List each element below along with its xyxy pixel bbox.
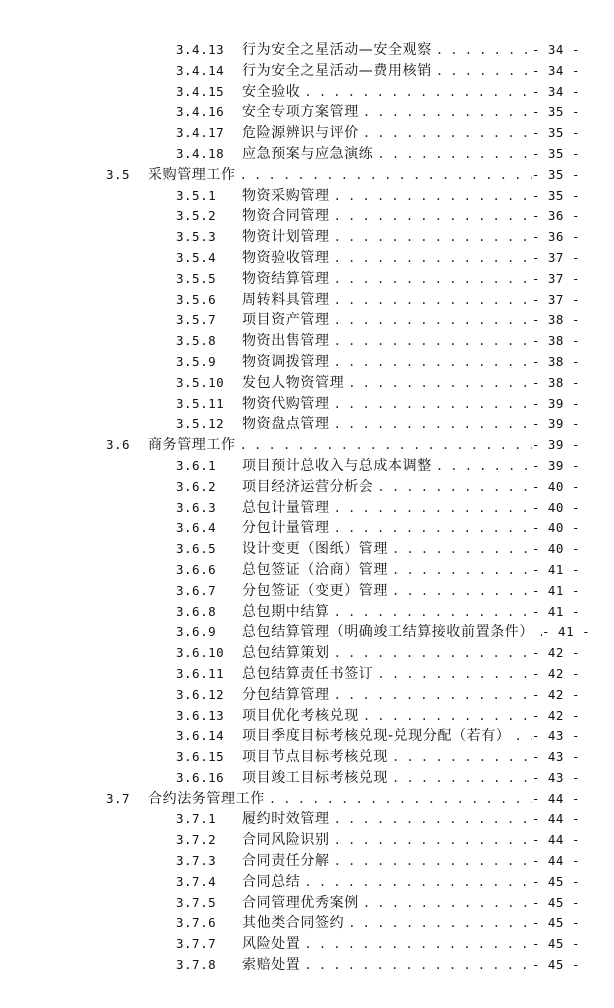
toc-entry [176,560,580,581]
toc-dot-leader [432,456,532,477]
toc-entry-title: 周转料具管理 [242,291,330,308]
toc-entry [176,352,580,373]
toc-entry [176,622,591,643]
toc-entry [176,664,580,685]
toc-entry [176,809,580,830]
toc-entry [176,934,580,955]
toc-entry-number: 3.5.5 [176,270,217,286]
toc-subsection-row[interactable] [88,913,614,934]
toc-subsection-row[interactable] [88,893,614,914]
toc-dot-leader [330,602,532,623]
toc-entry [176,913,580,934]
toc-subsection-row[interactable] [88,664,614,685]
toc-entry-page-number: - 39 - [531,416,580,432]
toc-dot-leader [388,768,532,789]
toc-subsection-row[interactable] [88,477,614,498]
toc-entry-number: 3.5 [106,166,131,182]
toc-entry-page-number: - 39 - [531,437,580,453]
toc-entry-page-number: - 41 - [531,603,580,619]
toc-entry [176,186,580,207]
toc-entry-number: 3.6 [106,437,131,453]
toc-dot-leader [359,893,532,914]
toc-dot-leader [330,394,532,415]
toc-entry [176,227,580,248]
toc-entry-title: 合同责任分解 [242,853,330,870]
toc-dot-leader [373,144,531,165]
toc-dot-leader [330,206,532,227]
toc-entry-number: 3.5.8 [176,333,217,349]
toc-entry-title: 安全专项方案管理 [242,104,359,121]
toc-entry-number: 3.6.8 [176,603,217,619]
toc-entry-page-number: - 38 - [531,374,580,390]
toc-entry-page-number: - 37 - [531,249,580,265]
toc-entry-page-number: - 41 - [542,624,591,640]
toc-dot-leader [236,165,532,186]
toc-entry [176,872,580,893]
toc-subsection-row[interactable] [88,934,614,955]
toc-subsection-row[interactable] [88,643,614,664]
toc-entry-number: 3.5.12 [176,416,225,432]
toc-subsection-row[interactable] [88,539,614,560]
toc-dot-leader [300,82,531,103]
toc-subsection-row[interactable] [88,331,614,352]
toc-entry-title: 设计变更（图纸）管理 [242,541,388,558]
toc-dot-leader [330,809,532,830]
toc-entry [176,581,580,602]
toc-subsection-row[interactable] [88,373,614,394]
toc-entry-number: 3.4.15 [176,83,225,99]
toc-subsection-row[interactable] [88,456,614,477]
toc-dot-leader [330,851,532,872]
toc-subsection-row[interactable] [88,290,614,311]
toc-entry-page-number: - 35 - [531,104,580,120]
toc-entry-title: 分包结算管理 [242,686,330,703]
toc-entry-number: 3.6.9 [176,624,217,640]
toc-entry-title: 物资代购管理 [242,395,330,412]
toc-entry [176,726,580,747]
toc-entry [176,310,580,331]
toc-entry [176,102,580,123]
toc-entry-page-number: - 45 - [531,957,580,973]
toc-entry-number: 3.5.1 [176,187,217,203]
toc-entry [176,685,580,706]
toc-subsection-row[interactable] [88,726,614,747]
toc-subsection-row[interactable] [88,706,614,727]
toc-entry-number: 3.5.2 [176,208,217,224]
toc-dot-leader [330,518,532,539]
toc-entry-page-number: - 42 - [531,645,580,661]
toc-subsection-row[interactable] [88,622,614,643]
toc-subsection-row[interactable] [88,394,614,415]
toc-subsection-row[interactable] [88,747,614,768]
toc-dot-leader [388,747,532,768]
toc-entry [176,373,580,394]
toc-entry-title: 项目预计总收入与总成本调整 [242,457,432,474]
toc-entry-page-number: - 42 - [531,686,580,702]
toc-entry-title: 物资采购管理 [242,187,330,204]
toc-section-row[interactable] [53,165,614,186]
toc-entry-page-number: - 45 - [531,936,580,952]
toc-entry-title: 项目竣工目标考核兑现 [242,769,388,786]
toc-dot-leader [330,830,532,851]
toc-entry [176,290,580,311]
toc-entry-number: 3.5.3 [176,229,217,245]
toc-entry-page-number: - 34 - [531,62,580,78]
toc-entry-number: 3.6.16 [176,769,225,785]
toc-entry-number: 3.4.16 [176,104,225,120]
toc-entry-number: 3.7.8 [176,957,217,973]
toc-entry-number: 3.7.3 [176,853,217,869]
toc-entry-title: 采购管理工作 [148,166,236,183]
toc-entry-page-number: - 38 - [531,333,580,349]
toc-entry-number: 3.6.6 [176,561,217,577]
toc-dot-leader [388,539,532,560]
toc-entry-title: 危险源辨识与评价 [242,125,359,142]
toc-entry-number: 3.6.10 [176,645,225,661]
toc-entry-number: 3.4.18 [176,145,225,161]
toc-entry-page-number: - 35 - [531,125,580,141]
toc-dot-leader [359,102,532,123]
toc-entry [176,456,580,477]
toc-entry-number: 3.4.17 [176,125,225,141]
toc-entry-title: 索赔处置 [242,957,301,974]
toc-entry-title: 项目节点目标考核兑现 [242,749,388,766]
toc-entry-title: 合约法务管理工作 [148,790,265,807]
toc-entry-number: 3.4.13 [176,42,225,57]
toc-dot-leader [330,269,532,290]
toc-subsection-row[interactable] [88,248,614,269]
toc-entry-number: 3.6.15 [176,749,225,765]
toc-entry-number: 3.6.5 [176,541,217,557]
toc-entry [176,830,580,851]
toc-entry [176,269,580,290]
toc-entry-title: 总包计量管理 [242,499,330,516]
toc-entry-page-number: - 40 - [531,478,580,494]
toc-entry [176,394,580,415]
toc-entry-page-number: - 40 - [531,541,580,557]
toc-entry-title: 发包人物资管理 [242,374,345,391]
toc-entry-number: 3.5.9 [176,353,217,369]
toc-entry [106,165,580,186]
toc-dot-leader [330,310,532,331]
toc-subsection-row[interactable] [88,414,614,435]
toc-entry [176,539,580,560]
toc-entry-number: 3.5.10 [176,374,225,390]
toc-subsection-row[interactable] [88,310,614,331]
toc-subsection-row[interactable] [88,352,614,373]
toc-dot-leader [300,872,531,893]
toc-dot-leader [359,706,532,727]
toc-entry-page-number: - 35 - [531,145,580,161]
toc-section-row[interactable] [53,435,614,456]
toc-entry [176,602,580,623]
toc-entry-title: 总包结算管理（明确竣工结算接收前置条件） [242,624,534,641]
toc-entry [176,955,580,976]
toc-entry-page-number: - 39 - [531,395,580,411]
toc-entry-number: 3.7.6 [176,915,217,931]
toc-entry-page-number: - 37 - [531,291,580,307]
toc-entry-title: 安全验收 [242,83,301,100]
toc-dot-leader [359,123,532,144]
toc-entry-page-number: - 44 - [531,832,580,848]
toc-entry-number: 3.7.5 [176,894,217,910]
toc-dot-leader [330,685,532,706]
toc-entry-page-number: - 45 - [531,894,580,910]
toc-dot-leader [510,726,531,747]
toc-entry-number: 3.7 [106,790,131,806]
toc-entry-page-number: - 44 - [531,853,580,869]
toc-entry-number: 3.7.4 [176,873,217,889]
toc-entry-title: 物资调拨管理 [242,353,330,370]
toc-dot-leader [330,331,532,352]
toc-entry-page-number: - 44 - [531,811,580,827]
toc-entry-title: 合同管理优秀案例 [242,894,359,911]
toc-section-row[interactable] [53,789,614,810]
toc-subsection-row[interactable] [88,227,614,248]
toc-dot-leader [432,40,532,61]
toc-dot-leader [300,934,531,955]
toc-entry [176,498,580,519]
toc-dot-leader [236,435,532,456]
toc-entry-title: 总包结算策划 [242,645,330,662]
toc-entry-page-number: - 44 - [531,790,580,806]
toc-entry-title: 应急预案与应急演练 [242,145,374,162]
toc-entry [176,206,580,227]
toc-entry [176,40,580,61]
toc-entry-title: 分包签证（变更）管理 [242,582,388,599]
table-of-contents [0,40,614,976]
toc-entry [176,706,580,727]
toc-entry-title: 履约时效管理 [242,811,330,828]
toc-dot-leader [344,913,532,934]
toc-dot-leader [330,186,532,207]
toc-entry-number: 3.6.7 [176,582,217,598]
toc-entry [176,768,580,789]
toc-subsection-row[interactable] [88,872,614,893]
toc-entry-number: 3.5.4 [176,249,217,265]
toc-entry-title: 项目经济运营分析会 [242,478,374,495]
toc-entry [176,331,580,352]
toc-subsection-row[interactable] [88,102,614,123]
toc-subsection-row[interactable] [88,851,614,872]
toc-entry-title: 物资出售管理 [242,333,330,350]
toc-entry [176,518,580,539]
toc-entry-page-number: - 43 - [531,769,580,785]
toc-entry-title: 其他类合同签约 [242,915,345,932]
toc-subsection-row[interactable] [88,518,614,539]
toc-dot-leader [388,560,532,581]
toc-entry [176,893,580,914]
toc-subsection-row[interactable] [88,768,614,789]
toc-entry-title: 物资盘点管理 [242,416,330,433]
toc-entry-page-number: - 35 - [531,166,580,182]
toc-entry [176,477,580,498]
toc-subsection-row[interactable] [88,186,614,207]
toc-entry-page-number: - 41 - [531,582,580,598]
toc-entry-page-number: - 40 - [531,499,580,515]
toc-dot-leader [534,622,542,643]
toc-entry-number: 3.6.2 [176,478,217,494]
toc-subsection-row[interactable] [88,602,614,623]
toc-entry-page-number: - 45 - [531,873,580,889]
toc-entry-page-number: - 34 - [531,42,580,57]
toc-dot-leader [344,373,532,394]
toc-entry-title: 分包计量管理 [242,520,330,537]
toc-entry-number: 3.6.13 [176,707,225,723]
toc-entry-title: 物资合同管理 [242,208,330,225]
toc-entry-number: 3.6.12 [176,686,225,702]
toc-dot-leader [388,581,532,602]
toc-entry [176,747,580,768]
toc-subsection-row[interactable] [88,685,614,706]
toc-subsection-row[interactable] [88,144,614,165]
toc-entry-number: 3.6.3 [176,499,217,515]
toc-entry-title: 物资计划管理 [242,229,330,246]
toc-entry-title: 总包期中结算 [242,603,330,620]
toc-subsection-row[interactable] [88,82,614,103]
toc-entry-title: 项目季度目标考核兑现-兑现分配（若有） [242,728,511,745]
toc-entry-page-number: - 38 - [531,312,580,328]
toc-entry-number: 3.6.14 [176,728,225,744]
toc-entry-page-number: - 43 - [531,728,580,744]
toc-entry-title: 风险处置 [242,936,301,953]
toc-entry [176,851,580,872]
toc-subsection-row[interactable] [88,809,614,830]
toc-entry-title: 物资验收管理 [242,249,330,266]
toc-dot-leader [373,477,531,498]
toc-subsection-row[interactable] [88,61,614,82]
toc-subsection-row[interactable] [88,40,614,61]
toc-entry-number: 3.5.6 [176,291,217,307]
toc-subsection-row[interactable] [88,830,614,851]
toc-entry [176,414,580,435]
toc-entry-number: 3.5.11 [176,395,225,411]
toc-entry-number: 3.7.1 [176,811,217,827]
toc-entry-number: 3.6.11 [176,665,225,681]
toc-entry-title: 行为安全之星活动—安全观察 [242,42,432,58]
toc-entry [106,435,580,456]
toc-entry [176,82,580,103]
toc-dot-leader [330,290,532,311]
toc-entry-page-number: - 38 - [531,353,580,369]
toc-entry [106,789,580,810]
toc-dot-leader [330,498,532,519]
toc-dot-leader [330,248,532,269]
toc-entry-title: 合同总结 [242,873,301,890]
toc-entry-number: 3.6.4 [176,520,217,536]
toc-entry-title: 项目优化考核兑现 [242,707,359,724]
toc-entry-page-number: - 35 - [531,187,580,203]
toc-entry-page-number: - 41 - [531,561,580,577]
toc-entry [176,61,580,82]
toc-entry-page-number: - 42 - [531,665,580,681]
toc-entry-number: 3.5.7 [176,312,217,328]
toc-dot-leader [330,643,532,664]
toc-entry-title: 合同风险识别 [242,832,330,849]
toc-subsection-row[interactable] [88,498,614,519]
toc-entry-title: 总包结算责任书签订 [242,665,374,682]
toc-entry-title: 商务管理工作 [148,437,236,454]
toc-entry-number: 3.7.7 [176,936,217,952]
toc-entry-number: 3.6.1 [176,457,217,473]
toc-entry [176,643,580,664]
toc-subsection-row[interactable] [88,269,614,290]
toc-subsection-row[interactable] [88,206,614,227]
toc-subsection-row[interactable] [88,955,614,976]
toc-entry-page-number: - 39 - [531,457,580,473]
toc-entry-number: 3.4.14 [176,62,225,78]
toc-entry-title: 物资结算管理 [242,270,330,287]
toc-entry [176,123,580,144]
toc-entry-page-number: - 36 - [531,208,580,224]
toc-entry-number: 3.7.2 [176,832,217,848]
toc-dot-leader [300,955,531,976]
toc-entry-page-number: - 36 - [531,229,580,245]
toc-entry [176,248,580,269]
toc-entry-page-number: - 43 - [531,749,580,765]
toc-dot-leader [330,227,532,248]
toc-entry-page-number: - 37 - [531,270,580,286]
toc-subsection-row[interactable] [88,560,614,581]
toc-subsection-row[interactable] [88,123,614,144]
toc-dot-leader [373,664,531,685]
toc-entry-page-number: - 34 - [531,83,580,99]
toc-entry-title: 项目资产管理 [242,312,330,329]
toc-dot-leader [330,352,532,373]
toc-entry-title: 总包签证（洽商）管理 [242,561,388,578]
toc-dot-leader [432,61,532,82]
toc-entry [176,144,580,165]
toc-dot-leader [265,789,532,810]
toc-entry-page-number: - 40 - [531,520,580,536]
toc-dot-leader [330,414,532,435]
toc-entry-page-number: - 45 - [531,915,580,931]
toc-entry-title: 行为安全之星活动—费用核销 [242,62,432,79]
toc-subsection-row[interactable] [88,581,614,602]
toc-entry-page-number: - 42 - [531,707,580,723]
